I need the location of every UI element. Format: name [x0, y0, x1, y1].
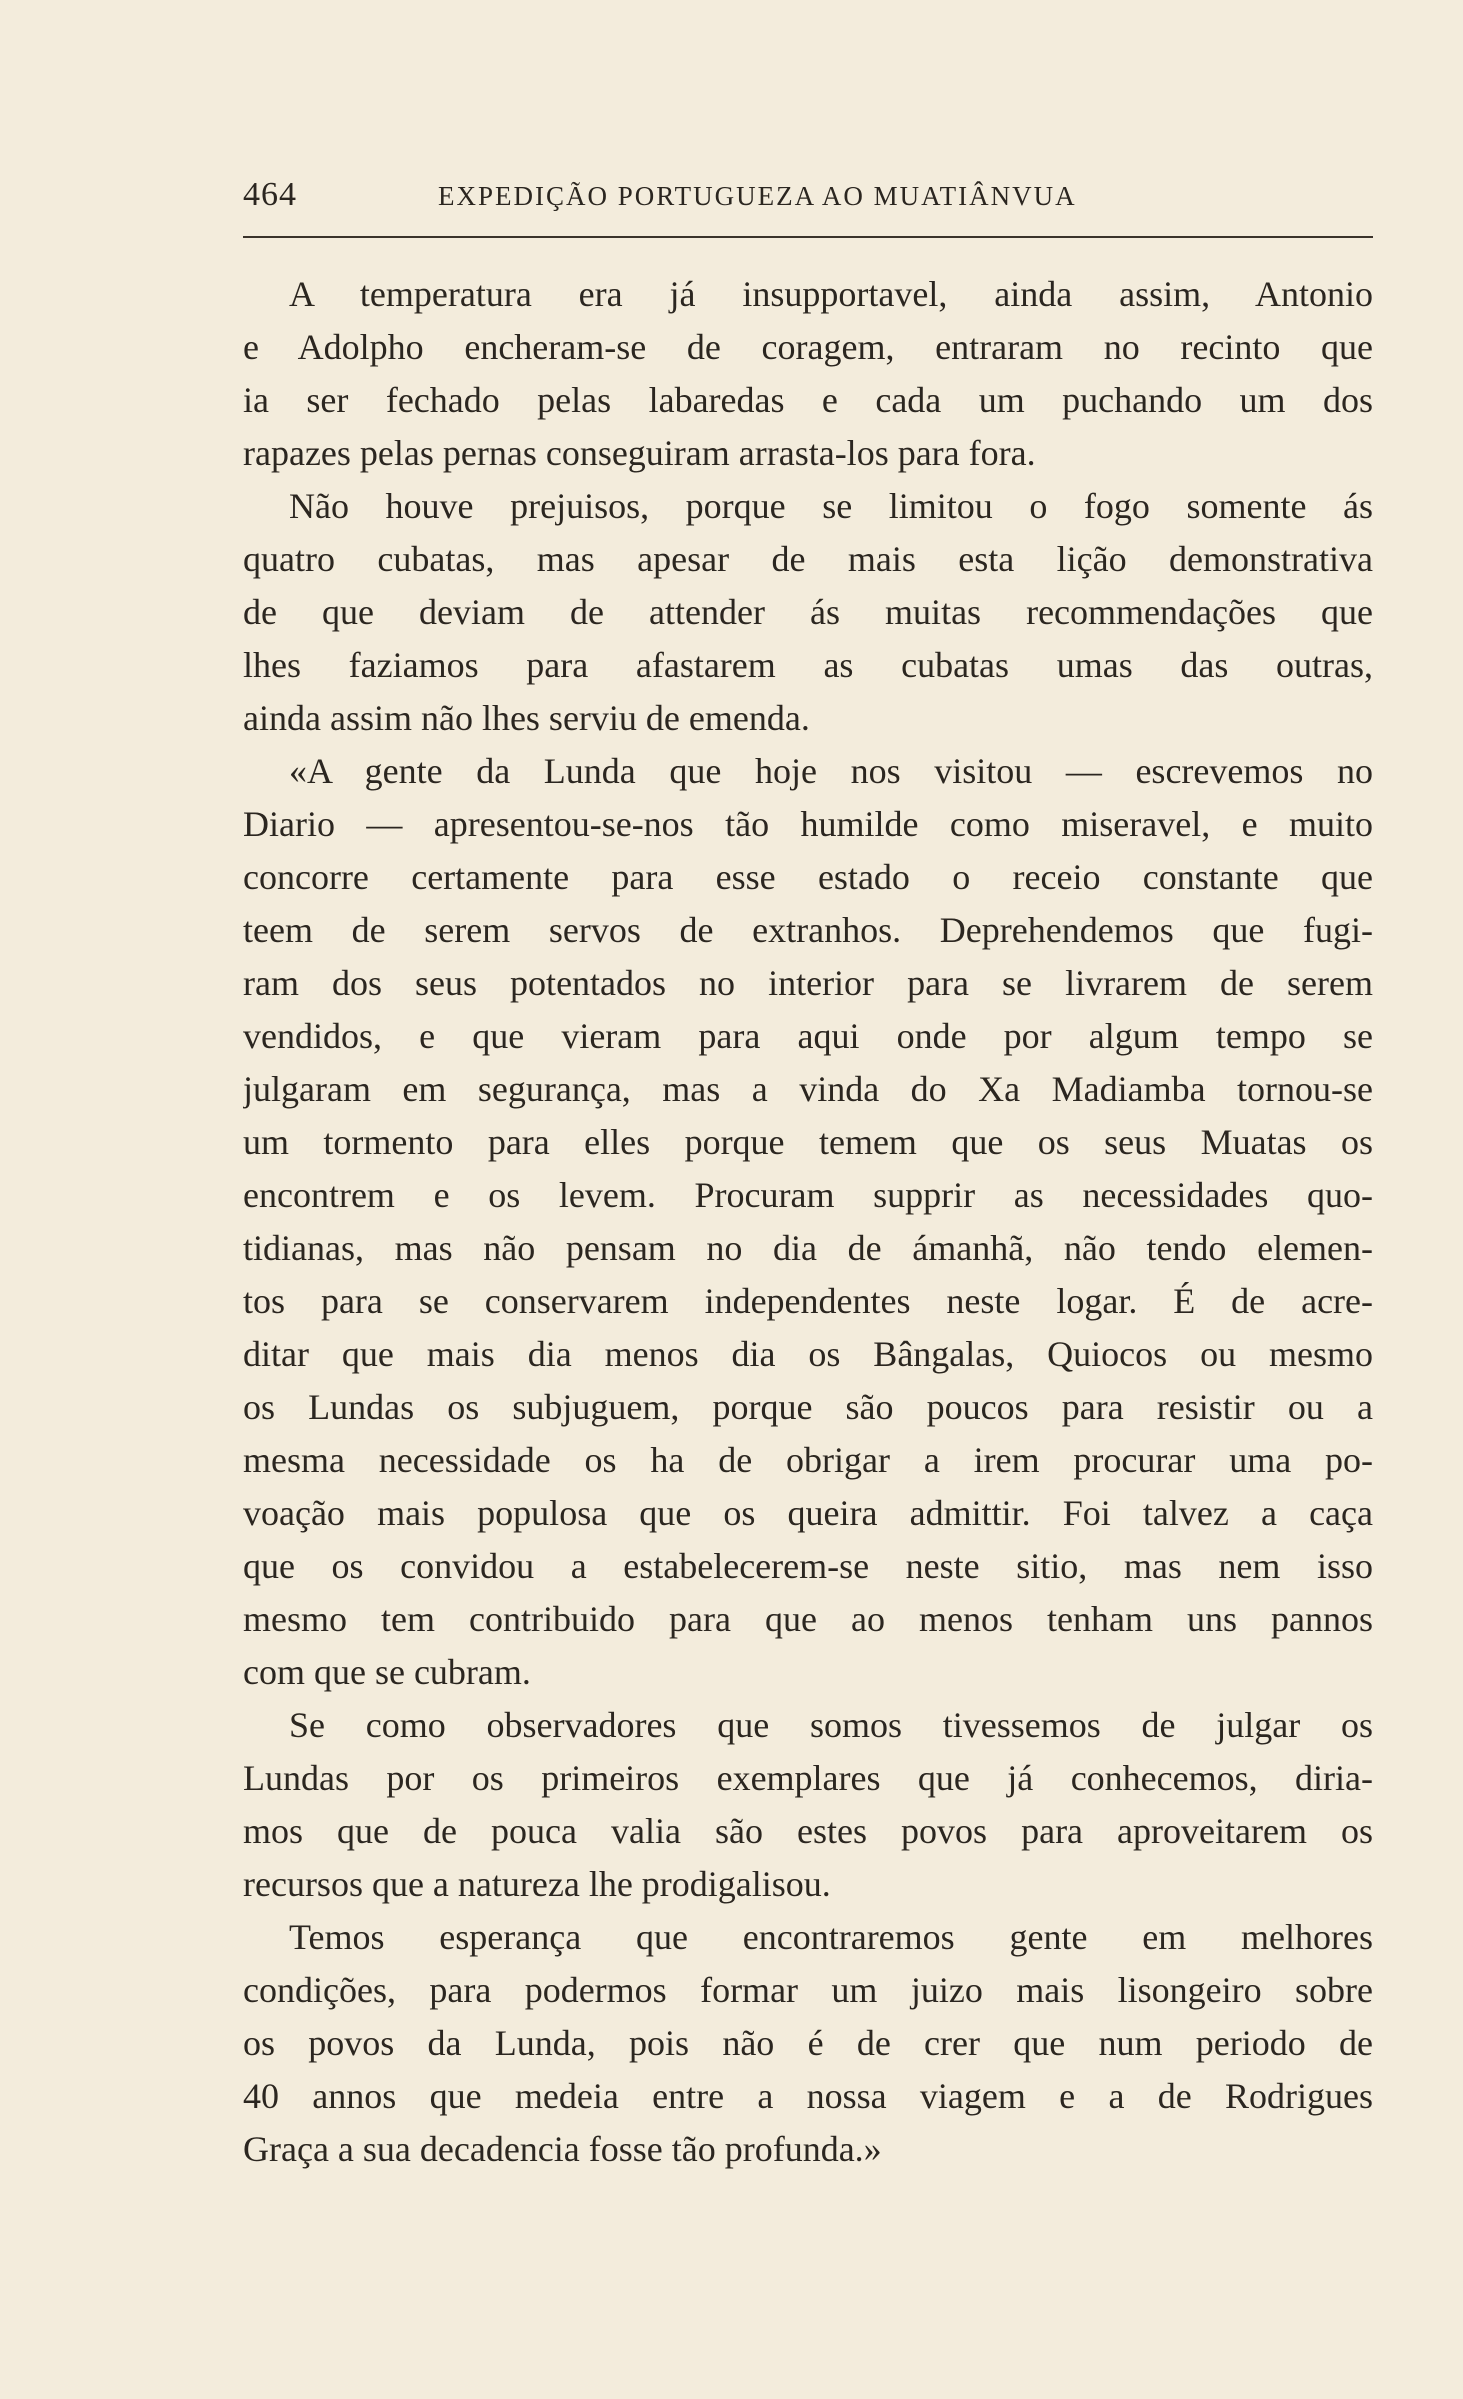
- text-line: ia ser fechado pelas labaredas e cada um puchando um dos: [243, 380, 1373, 420]
- header-rule: [243, 236, 1373, 238]
- text-line: quatro cubatas, mas apesar de mais esta lição demonstrativa: [243, 539, 1373, 579]
- text-line: tos para se conservarem independentes neste logar. É de acre-: [243, 1281, 1373, 1321]
- text-line: julgaram em segurança, mas a vinda do Xa Madiamba tornou-se: [243, 1069, 1373, 1109]
- text-line: ditar que mais dia menos dia os Bângalas, Quiocos ou mesmo: [243, 1334, 1373, 1374]
- text-line: Diario — apresentou-se-nos tão humilde como miseravel, e muito: [243, 804, 1373, 844]
- text-line: Graça a sua decadencia fosse tão profunda.»: [243, 2129, 882, 2169]
- text-line: ainda assim não lhes serviu de emenda.: [243, 698, 810, 738]
- text-line: ram dos seus potentados no interior para se livrarem de serem: [243, 963, 1373, 1003]
- text-line: Temos esperança que encontraremos gente em melhores: [289, 1917, 1373, 1957]
- text-line: mesmo tem contribuido para que ao menos tenham uns pannos: [243, 1599, 1373, 1639]
- text-line: Se como observadores que somos tivessemos de julgar os: [289, 1705, 1373, 1745]
- running-title: EXPEDIÇÃO PORTUGUEZA AO MUATIÂNVUA: [438, 181, 1077, 211]
- text-line: condições, para podermos formar um juizo mais lisongeiro sobre: [243, 1970, 1373, 2010]
- text-line: os povos da Lunda, pois não é de crer que num periodo de: [243, 2023, 1373, 2063]
- text-line: concorre certamente para esse estado o receio constante que: [243, 857, 1373, 897]
- text-line: lhes faziamos para afastarem as cubatas umas das outras,: [243, 645, 1373, 685]
- text-line: «A gente da Lunda que hoje nos visitou — escrevemos no: [289, 751, 1373, 791]
- text-line: rapazes pelas pernas conseguiram arrasta-los para fora.: [243, 433, 1036, 473]
- text-line: mesma necessidade os ha de obrigar a irem procurar uma po-: [243, 1440, 1373, 1480]
- text-line: recursos que a natureza lhe prodigalisou.: [243, 1864, 831, 1904]
- text-line: um tormento para elles porque temem que os seus Muatas os: [243, 1122, 1373, 1162]
- text-line: tidianas, mas não pensam no dia de ámanhã, não tendo elemen-: [243, 1228, 1373, 1268]
- text-line: A temperatura era já insupportavel, ainda assim, Antonio: [289, 274, 1373, 314]
- text-line: os Lundas os subjuguem, porque são poucos para resistir ou a: [243, 1387, 1373, 1427]
- text-line: Não houve prejuisos, porque se limitou o fogo somente ás: [289, 486, 1373, 526]
- body-text: [243, 268, 1373, 2176]
- text-line: e Adolpho encheram-se de coragem, entraram no recinto que: [243, 327, 1373, 367]
- text-line: voação mais populosa que os queira admittir. Foi talvez a caça: [243, 1493, 1373, 1533]
- text-line: 40 annos que medeia entre a nossa viagem e a de Rodrigues: [243, 2076, 1373, 2116]
- text-line: com que se cubram.: [243, 1652, 531, 1692]
- page-header: [243, 170, 1373, 230]
- text-line: teem de serem servos de extranhos. Deprehendemos que fugi-: [243, 910, 1373, 950]
- text-line: Lundas por os primeiros exemplares que já conhecemos, diria-: [243, 1758, 1373, 1798]
- page-number: 464: [243, 176, 297, 213]
- text-line: de que deviam de attender ás muitas recommendações que: [243, 592, 1373, 632]
- text-line: que os convidou a estabelecerem-se neste sitio, mas nem isso: [243, 1546, 1373, 1586]
- text-line: vendidos, e que vieram para aqui onde por algum tempo se: [243, 1016, 1373, 1056]
- text-line: mos que de pouca valia são estes povos para aproveitarem os: [243, 1811, 1373, 1851]
- text-line: encontrem e os levem. Procuram supprir as necessidades quo-: [243, 1175, 1373, 1215]
